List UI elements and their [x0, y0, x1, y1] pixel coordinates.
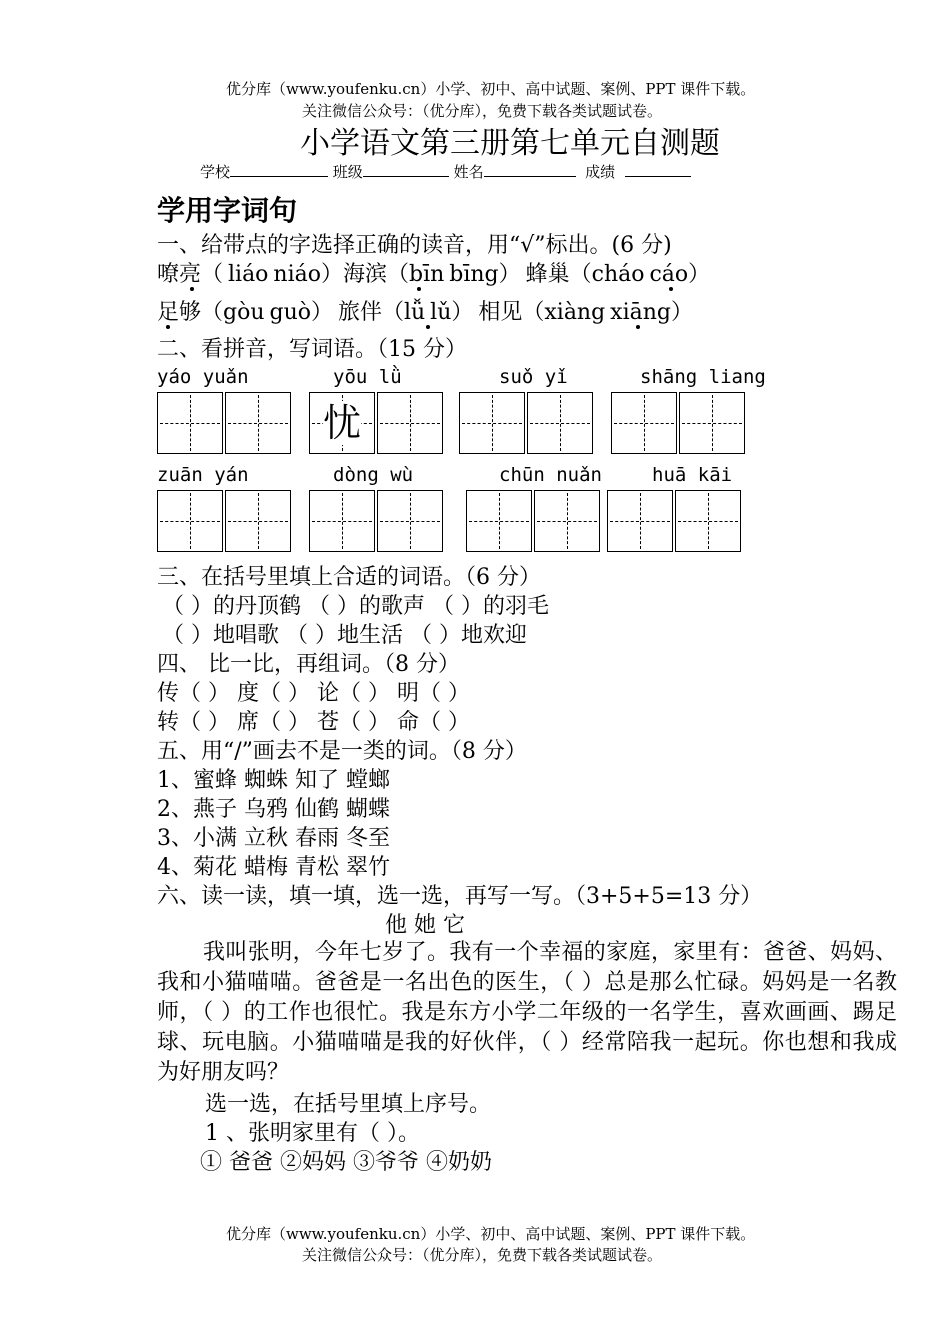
- writing-cell[interactable]: [527, 392, 593, 454]
- q4-row-2: 转（ ） 席（ ） 苍（ ） 命（ ）: [157, 710, 470, 735]
- writing-grid: [607, 490, 743, 552]
- pinyin: huā kāi: [652, 464, 733, 486]
- writing-grid: [309, 392, 445, 454]
- school-blank[interactable]: [230, 176, 328, 177]
- writing-grid: [309, 490, 445, 552]
- class-blank[interactable]: [363, 176, 449, 177]
- header-line-2: 关注微信公众号：（优分库），免费下载各类试题试卷。: [302, 102, 663, 120]
- q4-title: 四、 比一比，再组词。（8 分）: [157, 652, 460, 677]
- q5-row: 1、蜜蜂 蜘蛛 知了 螳螂: [157, 768, 390, 793]
- writing-grid: [157, 392, 293, 454]
- class-label: 班级: [332, 163, 363, 181]
- q2-title: 二、看拼音，写词语。（15 分）: [157, 337, 467, 362]
- footer-line-2: 关注微信公众号：（优分库），免费下载各类试题试卷。: [302, 1246, 663, 1264]
- writing-grid: [459, 392, 595, 454]
- q5-row: 3、小满 立秋 春雨 冬至: [157, 826, 390, 851]
- q1-row-1: 嘹亮（ liáo niáo）海滨（bīn bīng） 蜂巢（cháo cáo）: [157, 262, 711, 287]
- writing-cell-example: [309, 392, 375, 454]
- emphasis-dot: [636, 325, 640, 329]
- emphasis-dot: [669, 287, 673, 291]
- q6-instruction: 选一选，在括号里填上序号。: [205, 1092, 492, 1117]
- q5-title: 五、用“/”画去不是一类的词。（8 分）: [157, 739, 527, 764]
- passage: 我叫张明，今年七岁了。我有一个幸福的家庭，家里有：爸爸、妈妈、我和小猫喵喵。爸爸是一名出色的医生，（ ）总是那么忙碌。妈妈是一名教师，（ ）的工作也很忙。我是东方小学二年级的一名学生，喜欢画画、踢足球、玩电脑。小猫喵喵是我的好伙伴，（ ）经常陪我一起玩。你也想和我成为好朋友吗？: [157, 940, 897, 1085]
- name-blank[interactable]: [484, 176, 576, 177]
- score-blank[interactable]: [625, 176, 691, 177]
- score-label: 成绩: [585, 163, 616, 181]
- q5-row: 2、燕子 乌鸦 仙鹤 蝴蝶: [157, 797, 390, 822]
- emphasis-dot: [417, 287, 421, 291]
- footer-line-1: 优分库（www.youfenku.cn）小学、初中、高中试题、案例、PPT 课件下载。: [226, 1225, 756, 1243]
- writing-grid: [157, 490, 293, 552]
- section-heading: 学用字词句: [157, 194, 298, 227]
- q3-title: 三、在括号里填上合适的词语。（6 分）: [157, 565, 541, 590]
- writing-cell[interactable]: [377, 392, 443, 454]
- header-line-1: 优分库（www.youfenku.cn）小学、初中、高中试题、案例、PPT 课件下载。: [226, 80, 756, 98]
- q6-options: ① 爸爸 ②妈妈 ③爷爷 ④奶奶: [200, 1150, 492, 1175]
- name-label: 姓名: [453, 163, 484, 181]
- info-line: [200, 161, 691, 182]
- q4-row-1: 传（ ） 度（ ） 论（ ） 明（ ）: [157, 681, 470, 706]
- emphasis-dot: [166, 325, 170, 329]
- q1-title: 一、给带点的字选择正确的读音，用“√”标出。(6 分): [157, 233, 672, 258]
- writing-grid: [466, 490, 602, 552]
- writing-cell[interactable]: [679, 392, 745, 454]
- pinyin: yáo yuǎn: [157, 366, 249, 388]
- pinyin: chūn nuǎn: [499, 464, 602, 486]
- q5-row: 4、菊花 蜡梅 青松 翠竹: [157, 855, 390, 880]
- q6-title: 六、读一读，填一填，选一选，再写一写。（3+5+5=13 分）: [157, 884, 763, 909]
- writing-cell[interactable]: [157, 392, 223, 454]
- q3-row-2: （ ）地唱歌 （ ）地生活 （ ）地欢迎: [162, 623, 527, 648]
- writing-cell[interactable]: [225, 490, 291, 552]
- writing-cell[interactable]: [377, 490, 443, 552]
- q6-question-1: 1 、张明家里有（ ）。: [205, 1121, 420, 1146]
- pinyin: shāng liang: [640, 366, 766, 388]
- q1-row-2: 足够（gòu guò） 旅伴（lǚ lǔ） 相见（xiàng xiāng）: [157, 300, 693, 325]
- writing-cell[interactable]: [309, 490, 375, 552]
- writing-cell[interactable]: [466, 490, 532, 552]
- pinyin: zuān yán: [157, 464, 249, 486]
- pinyin: suǒ yǐ: [499, 366, 568, 388]
- emphasis-dot: [190, 287, 194, 291]
- writing-cell[interactable]: [459, 392, 525, 454]
- writing-cell[interactable]: [157, 490, 223, 552]
- page-title: 小学语文第三册第七单元自测题: [300, 126, 720, 161]
- example-char: 忧: [322, 401, 361, 445]
- pronoun-choices: 他 她 它: [385, 913, 465, 938]
- q3-row-1: （ ）的丹顶鹤 （ ）的歌声 （ ）的羽毛: [162, 594, 549, 619]
- pinyin: yōu lǜ: [333, 366, 402, 388]
- writing-cell[interactable]: [607, 490, 673, 552]
- writing-cell[interactable]: [534, 490, 600, 552]
- emphasis-dot: [426, 325, 430, 329]
- writing-cell[interactable]: [675, 490, 741, 552]
- school-label: 学校: [200, 163, 231, 181]
- writing-cell[interactable]: [611, 392, 677, 454]
- writing-grid: [611, 392, 747, 454]
- writing-cell[interactable]: [225, 392, 291, 454]
- pinyin: dòng wù: [333, 464, 414, 486]
